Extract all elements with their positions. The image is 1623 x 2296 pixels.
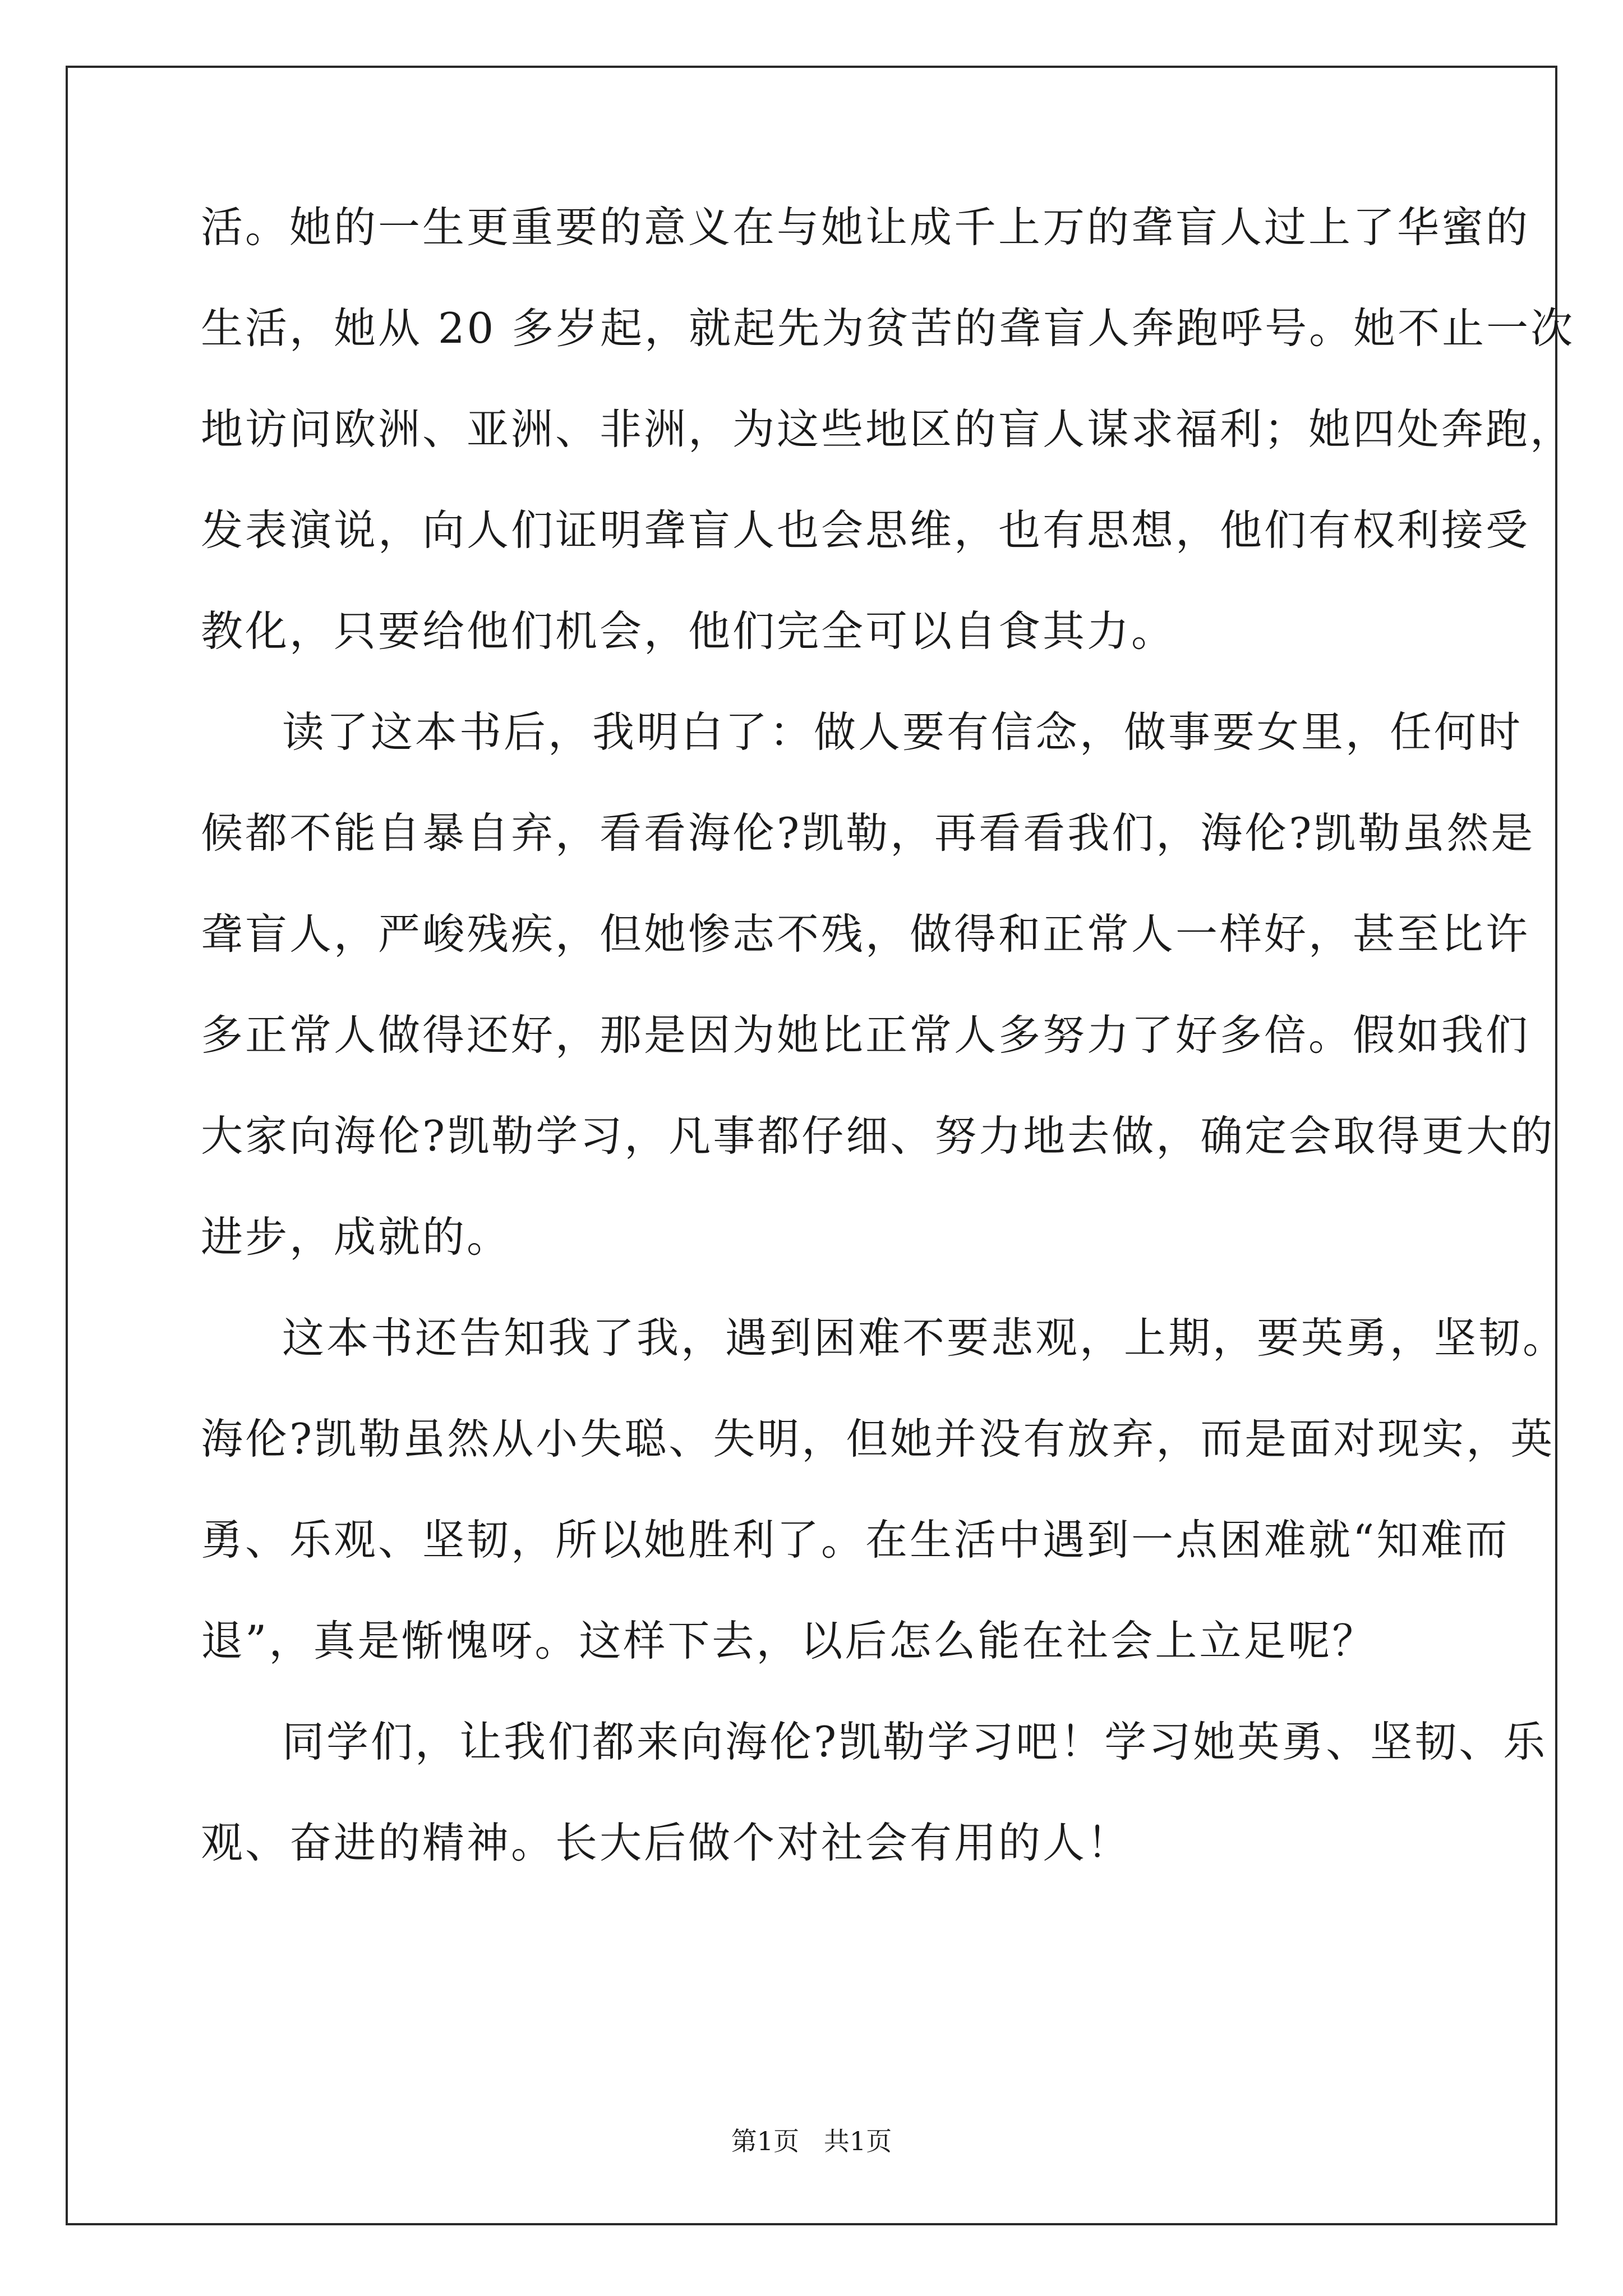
text-line: 进步，成就的。 [201, 1212, 511, 1262]
text-line: 生活，她从 20 多岁起，就起先为贫苦的聋盲人奔跑呼号。她不止一次 [201, 303, 1575, 353]
text-line: 这本书还告知我了我，遇到困难不要悲观，上期，要英勇，坚韧。 [282, 1313, 1567, 1363]
text-line: 活。她的一生更重要的意义在与她让成千上万的聋盲人过上了华蜜的 [201, 203, 1530, 252]
text-line: 多正常人做得还好，那是因为她比正常人多努力了好多倍。假如我们 [201, 1010, 1530, 1060]
text-line: 同学们，让我们都来向海伦?凯勒学习吧！学习她英勇、坚韧、乐 [282, 1717, 1548, 1766]
text-line: 发表演说，向人们证明聋盲人也会思维，也有思想，他们有权利接受 [201, 505, 1530, 555]
text-line: 海伦?凯勒虽然从小失聪、失明，但她并没有放弃，而是面对现实，英 [201, 1414, 1555, 1464]
text-line: 勇、乐观、坚韧，所以她胜利了。在生活中遇到一点困难就“知难而 [201, 1515, 1510, 1565]
text-line: 教化，只要给他们机会，他们完全可以自食其力。 [201, 606, 1176, 656]
text-line: 读了这本书后，我明白了：做人要有信念，做事要女里，任何时 [282, 707, 1523, 757]
text-line: 聋盲人，严峻残疾，但她惨志不残，做得和正常人一样好，甚至比许 [201, 909, 1530, 959]
text-line: 观、奋进的精神。长大后做个对社会有用的人！ [201, 1818, 1132, 1867]
text-line: 地访问欧洲、亚洲、非洲，为这些地区的盲人谋求福利；她四处奔跑， [201, 404, 1575, 454]
text-line: 候都不能自暴自弃，看看海伦?凯勒，再看看我们，海伦?凯勒虽然是 [201, 808, 1536, 858]
text-line: 退”，真是惭愧呀。这样下去，以后怎么能在社会上立足呢？ [201, 1616, 1377, 1665]
page-number-footer: 第1页 共1页 [731, 2126, 892, 2156]
text-line: 大家向海伦?凯勒学习，凡事都仔细、努力地去做，确定会取得更大的 [201, 1111, 1555, 1161]
